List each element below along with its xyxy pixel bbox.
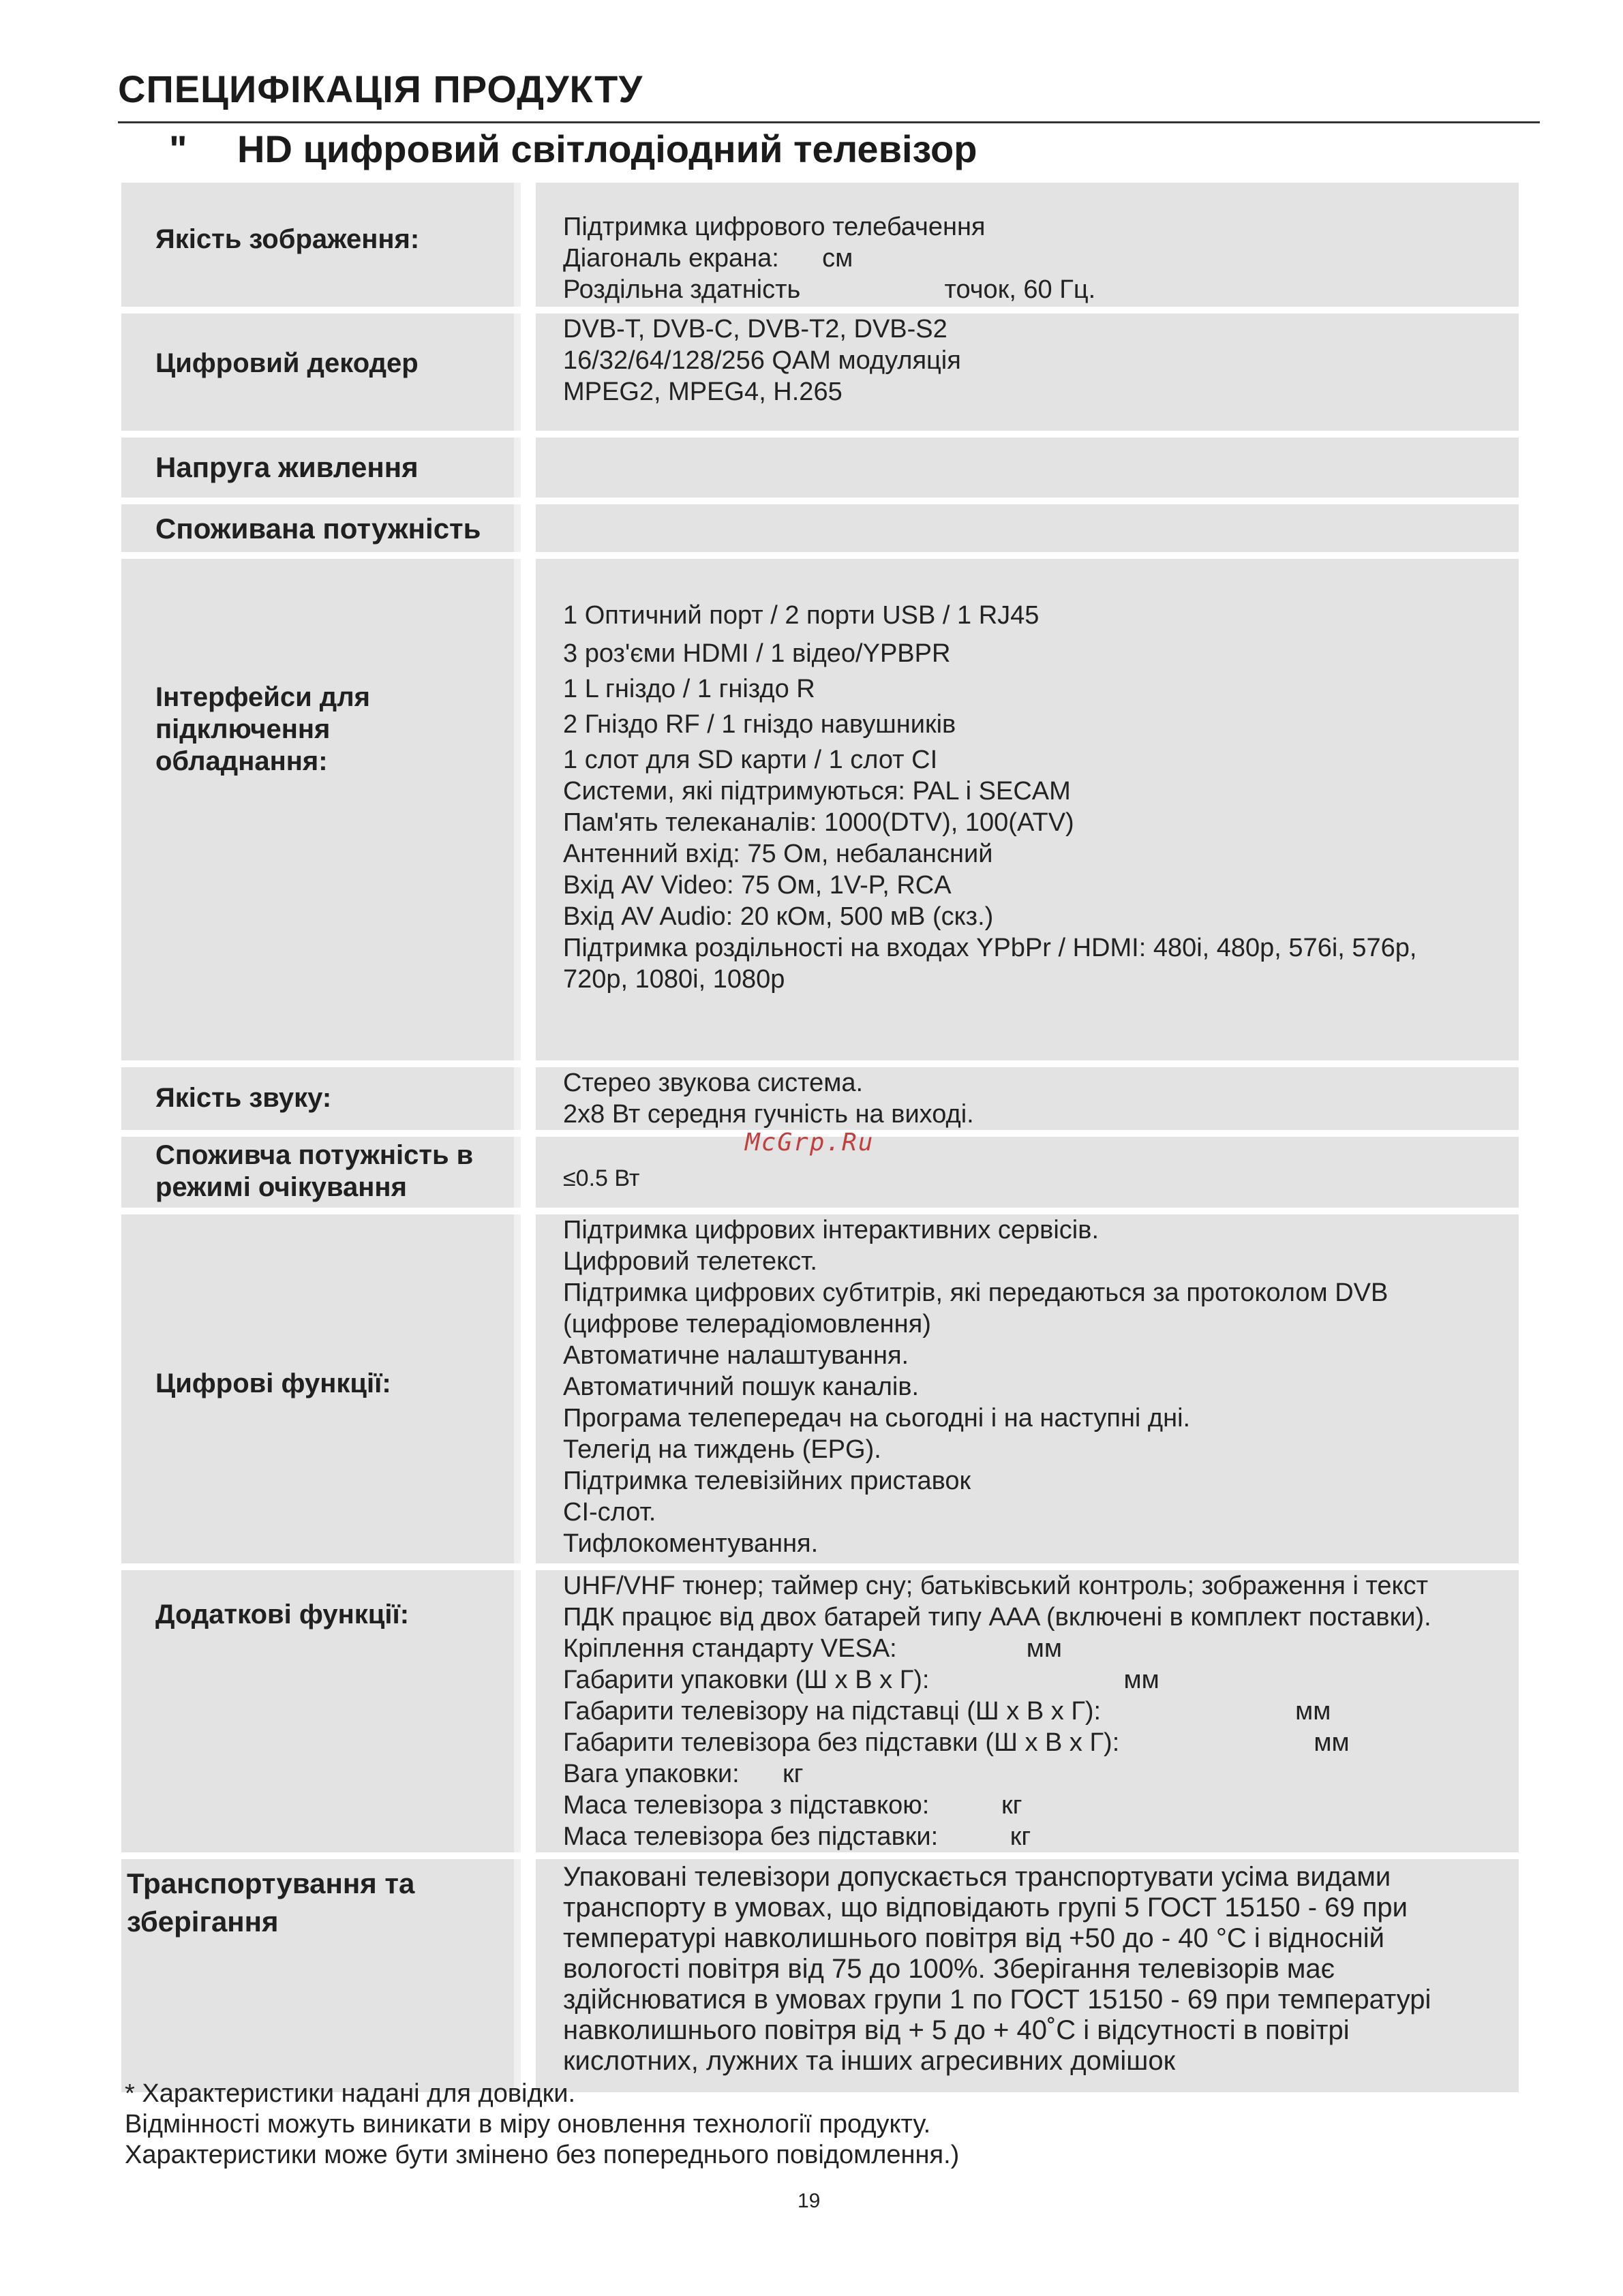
spec-row-interfaces bbox=[121, 559, 1519, 1060]
spec-label-cell bbox=[121, 1859, 521, 2092]
spec-value bbox=[563, 313, 1512, 408]
spec-label: Транспортування та зберігання bbox=[127, 1867, 415, 1938]
spec-value-line: Антенний вхід: 75 Ом, небалансний bbox=[563, 840, 993, 868]
spec-value-line: 1 Оптичний порт / 2 порти USB / 1 RJ45 bbox=[563, 601, 1040, 630]
spec-value-line: Упаковані телевізори допускається транспортувати усіма видами bbox=[563, 1862, 1391, 1892]
spec-value-line: Габарити телевізора без підставки (Ш х В х Г): мм bbox=[563, 1728, 1350, 1757]
spec-label: Інтерфейси для підключення обладнання: bbox=[155, 682, 370, 776]
spec-value-line: Вага упаковки: кг bbox=[563, 1760, 804, 1788]
spec-value-line: Автоматичний пошук каналів. bbox=[563, 1373, 920, 1401]
footnotes bbox=[125, 2079, 959, 2171]
spec-row-image-quality bbox=[121, 183, 1519, 307]
spec-value bbox=[563, 600, 1512, 995]
page-title: СПЕЦИФІКАЦІЯ ПРОДУКТУ bbox=[118, 67, 643, 110]
spec-value bbox=[563, 1570, 1512, 1852]
spec-value-line: Підтримка телевізійних приставок bbox=[563, 1467, 971, 1495]
spec-value-line: 1 L гніздо / 1 гніздо R bbox=[563, 675, 815, 703]
spec-value-line: Маса телевізора без підставки: кг bbox=[563, 1822, 1031, 1851]
spec-value-line: Цифровий телетекст. bbox=[563, 1247, 817, 1276]
spec-value-line: ПДК працює від двох батарей типу AAA (включені в комплект поставки). bbox=[563, 1603, 1431, 1632]
spec-value-line: Габарити упаковки (Ш х В х Г): мм bbox=[563, 1666, 1159, 1694]
spec-row-supply-voltage bbox=[121, 438, 1519, 498]
spec-value-line: Підтримка цифрових субтитрів, які передаються за протоколом DVB bbox=[563, 1279, 1389, 1307]
spec-label-cell bbox=[121, 1214, 521, 1563]
watermark: McGrp.Ru bbox=[745, 1129, 875, 1157]
spec-row-transport-storage bbox=[121, 1859, 1519, 2092]
spec-label: Споживана потужність bbox=[155, 512, 481, 545]
spec-label: Споживча потужність в режимі очікування bbox=[155, 1140, 474, 1202]
spec-label: Якість зображення: bbox=[155, 224, 420, 254]
spec-label: Цифрові функції: bbox=[155, 1368, 391, 1398]
spec-value-line: Підтримка цифрових інтерактивних сервісів. bbox=[563, 1216, 1099, 1244]
spec-value-line: 2x8 Вт середня гучність на виході. bbox=[563, 1100, 974, 1129]
spec-value-cell bbox=[536, 313, 1519, 431]
title-divider bbox=[118, 121, 1540, 123]
spec-value bbox=[563, 211, 1512, 305]
spec-value-line: Підтримка роздільності на входах YPbPr / HDMI: 480i, 480p, 576i, 576p, bbox=[563, 934, 1417, 962]
spec-value-cell bbox=[536, 1859, 1519, 2092]
spec-value-cell bbox=[536, 559, 1519, 1060]
spec-value-line: транспорту в умовах, що відповідають групі 5 ГОСТ 15150 - 69 при bbox=[563, 1893, 1408, 1923]
spec-value-line: навколишнього повітря від + 5 до + 40˚С і відсутності в повітрі bbox=[563, 2015, 1350, 2045]
spec-label-cell bbox=[121, 504, 521, 552]
spec-value-line: Вхід AV Audio: 20 кОм, 500 мВ (скз.) bbox=[563, 902, 994, 931]
spec-value-line: Телегід на тиждень (EPG). bbox=[563, 1435, 881, 1464]
spec-label-cell bbox=[121, 1067, 521, 1130]
spec-value-line: 720p, 1080i, 1080p bbox=[563, 965, 785, 994]
spec-value-line: ≤0.5 Вт bbox=[563, 1165, 640, 1191]
footnote-line: * Характеристики надані для довідки. bbox=[125, 2079, 576, 2108]
spec-row-additional-functions bbox=[121, 1570, 1519, 1852]
spec-value-line: 1 слот для SD карти / 1 слот CI bbox=[563, 746, 938, 774]
spec-value-line: Стерео звукова система. bbox=[563, 1069, 864, 1097]
spec-value-cell bbox=[536, 1570, 1519, 1852]
spec-row-digital-functions bbox=[121, 1214, 1519, 1563]
spec-label: Додаткові функції: bbox=[155, 1599, 410, 1629]
spec-row-sound-quality bbox=[121, 1067, 1519, 1130]
spec-value-line: 2 Гніздо RF / 1 гніздо навушників bbox=[563, 710, 956, 739]
product-subtitle bbox=[169, 127, 977, 171]
spec-value-line: Тифлокоментування. bbox=[563, 1529, 819, 1558]
spec-value-cell bbox=[536, 183, 1519, 307]
spec-value-cell bbox=[536, 1067, 1519, 1130]
spec-label: Якість звуку: bbox=[155, 1083, 332, 1113]
spec-value bbox=[563, 1163, 1512, 1194]
spec-label-cell bbox=[121, 559, 521, 1060]
spec-row-digital-decoder bbox=[121, 313, 1519, 431]
spec-row-power-consumption bbox=[121, 504, 1519, 552]
spec-value-line: DVB-T, DVB-C, DVB-T2, DVB-S2 bbox=[563, 315, 947, 343]
spec-value bbox=[563, 1067, 1512, 1130]
spec-value bbox=[563, 1214, 1512, 1559]
spec-value bbox=[563, 1862, 1512, 2077]
spec-label: Цифровий декодер bbox=[155, 348, 419, 378]
spec-value-line: Кріплення стандарту VESA: мм bbox=[563, 1634, 1063, 1663]
footnote-line: Відмінності можуть виникати в міру оновлення технології продукту. bbox=[125, 2110, 931, 2139]
spec-label: Напруга живлення bbox=[155, 451, 419, 483]
spec-value-line: здійснюватися в умовах групи 1 по ГОСТ 15150 - 69 при температурі bbox=[563, 1985, 1431, 2015]
spec-value-line: кислотних, лужних та інших агресивних домішок bbox=[563, 2046, 1176, 2076]
spec-value-line: Роздільна здатність точок, 60 Гц. bbox=[563, 275, 1096, 304]
subtitle-text: HD цифровий світлодіодний телевізор bbox=[237, 127, 977, 170]
spec-value-line: Автоматичне налаштування. bbox=[563, 1341, 909, 1370]
spec-value-line: Маса телевізора з підставкою: кг bbox=[563, 1791, 1022, 1820]
spec-value-line: Вхід AV Video: 75 Ом, 1V-P, RCA bbox=[563, 871, 952, 900]
page-number: 19 bbox=[798, 2190, 821, 2212]
spec-value-line: Програма телепередач на сьогодні і на наступні дні. bbox=[563, 1404, 1191, 1433]
spec-value-line: UHF/VHF тюнер; таймер сну; батьківський контроль; зображення і текст bbox=[563, 1572, 1429, 1600]
spec-value-cell bbox=[536, 504, 1519, 552]
footnote-line: Характеристики може бути змінено без попереднього повідомлення.) bbox=[125, 2141, 960, 2169]
spec-value-line: Системи, які підтримуються: PAL і SECAM bbox=[563, 777, 1071, 806]
spec-value-line: (цифрове телерадіомовлення) bbox=[563, 1310, 931, 1338]
spec-label-cell bbox=[121, 1570, 521, 1852]
spec-value-line: MPEG2, MPEG4, H.265 bbox=[563, 378, 843, 406]
spec-value-line: Діагональ екрана: см bbox=[563, 244, 853, 273]
spec-label-cell bbox=[121, 438, 521, 498]
spec-value-line: 16/32/64/128/256 QAM модуляція bbox=[563, 346, 961, 375]
spec-label-cell bbox=[121, 313, 521, 431]
spec-value-line: CI-слот. bbox=[563, 1498, 656, 1527]
spec-value-cell bbox=[536, 1214, 1519, 1563]
spec-value-line: Пам'ять телеканалів: 1000(DTV), 100(ATV) bbox=[563, 808, 1074, 837]
spec-value-cell bbox=[536, 438, 1519, 498]
spec-value-line: 3 роз'єми HDMI / 1 відео/YPBPR bbox=[563, 639, 951, 668]
spec-value-line: температурі навколишнього повітря від +50 до - 40 °С і відносній bbox=[563, 1923, 1384, 1953]
subtitle-quote-mark: " bbox=[169, 127, 187, 170]
spec-value-line: вологості повітря від 75 до 100%. Зберігання телевізорів має bbox=[563, 1954, 1335, 1984]
spec-value-line: Габарити телевізору на підставці (Ш х В х Г): мм bbox=[563, 1697, 1331, 1726]
spec-label-cell bbox=[121, 1137, 521, 1208]
spec-value-cell bbox=[536, 1137, 1519, 1208]
spec-value-line: Підтримка цифрового телебачення bbox=[563, 213, 986, 241]
spec-label-cell bbox=[121, 183, 521, 307]
